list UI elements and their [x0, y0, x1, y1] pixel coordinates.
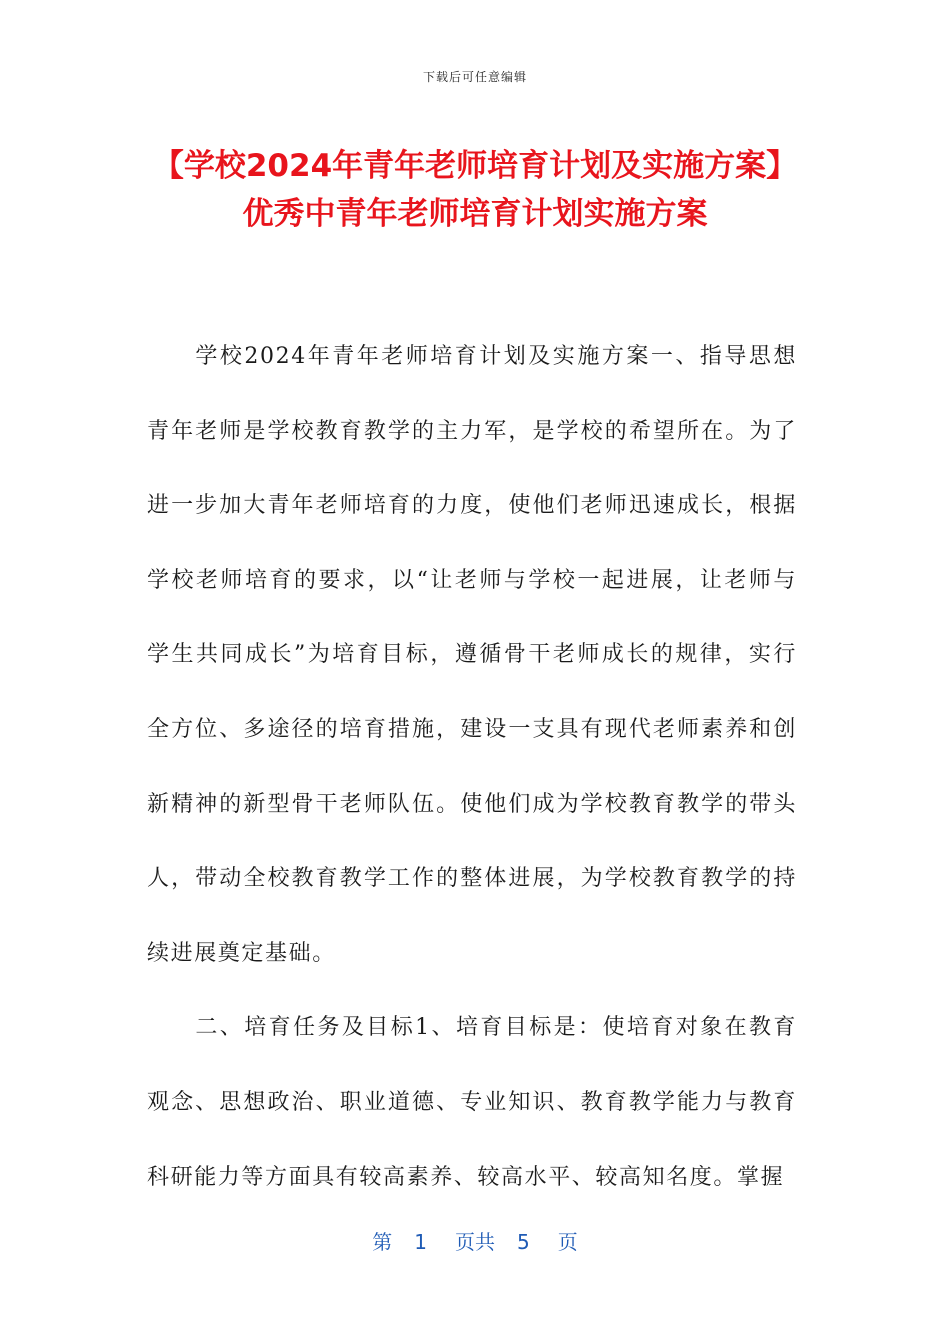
footer-page-label: 第	[372, 1230, 393, 1254]
header-note: 下载后可任意编辑	[422, 70, 527, 84]
footer-total-pages: 5	[517, 1230, 530, 1254]
footer-total-label: 共	[475, 1230, 495, 1254]
document-body	[147, 320, 797, 1215]
footer-total-unit: 页	[557, 1230, 578, 1254]
footer-page-number: 1	[414, 1230, 427, 1254]
page-footer	[0, 1226, 950, 1255]
footer-page-unit: 页	[455, 1230, 475, 1254]
paragraph-1: 学校2024年青年老师培育计划及实施方案一、指导思想青年老师是学校教育教学的主力军，是学校的希望所在。为了进一步加大青年老师培育的力度，使他们老师迅速成长，根据学校老师培育的要求，以“让老师与学校一起进展，让老师与学生共同成长”为培育目标，遵循骨干老师成长的规律，实行全方位、多途径的培育措施，建设一支具有现代老师素养和创新精神的新型骨干老师队伍。使他们成为学校教育教学的带头人，带动全校教育教学工作的整体进展，为学校教育教学的持续进展奠定基础。	[147, 344, 797, 966]
document-title: 【学校2024年青年老师培育计划及实施方案】优秀中青年老师培育计划实施方案	[152, 148, 798, 232]
paragraph-2: 二、培育任务及目标1、培育目标是：使培育对象在教育观念、思想政治、职业道德、专业知识、教育教学能力与教育科研能力等方面具有较高素养、较高水平、较高知名度。掌握	[147, 1015, 797, 1190]
